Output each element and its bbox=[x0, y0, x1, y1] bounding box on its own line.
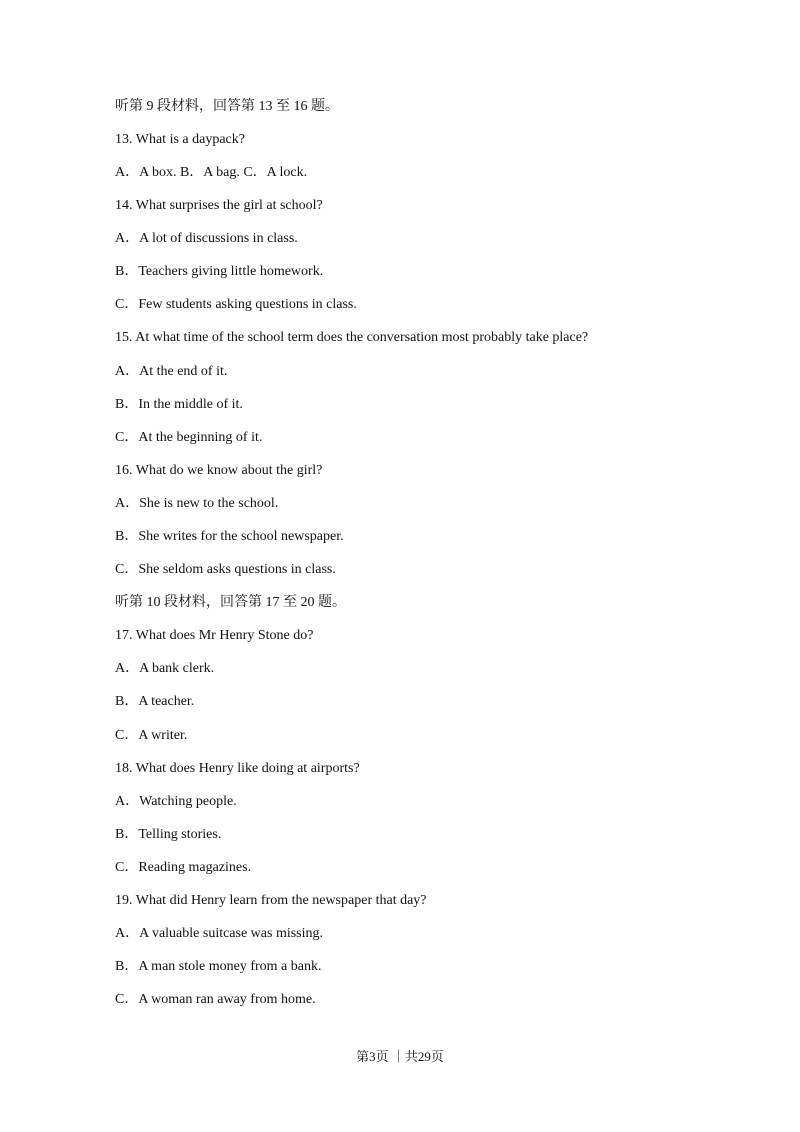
question-17-option-c: C．A writer. bbox=[115, 728, 188, 743]
question-15-option-a: A．At the end of it. bbox=[115, 364, 228, 379]
question-16-option-c: C．She seldom asks questions in class. bbox=[115, 562, 336, 577]
question-18-option-a: A．Watching people. bbox=[115, 794, 237, 809]
question-17-option-a: A．A bank clerk. bbox=[115, 661, 215, 676]
question-17: 17. What does Mr Henry Stone do? bbox=[115, 628, 314, 643]
question-14: 14. What surprises the girl at school? bbox=[115, 198, 323, 213]
question-17-option-b: B．A teacher. bbox=[115, 694, 195, 709]
section-instruction: 听第 9 段材料，回答第 13 至 16 题。 bbox=[115, 99, 339, 114]
question-19-option-b: B．A man stole money from a bank. bbox=[115, 959, 322, 974]
question-18-option-c: C．Reading magazines. bbox=[115, 860, 252, 875]
question-19-option-a: A．A valuable suitcase was missing. bbox=[115, 926, 324, 941]
question-15: 15. At what time of the school term does the conversation most probably take place? bbox=[115, 330, 589, 345]
question-16-option-b: B．She writes for the school newspaper. bbox=[115, 529, 344, 544]
page-footer: 第3页 ｜共29页 bbox=[356, 1049, 444, 1064]
section-instruction: 听第 10 段材料，回答第 17 至 20 题。 bbox=[115, 595, 346, 610]
question-14-option-c: C．Few students asking questions in class. bbox=[115, 297, 357, 312]
question-18-option-b: B．Telling stories. bbox=[115, 827, 222, 842]
question-15-option-c: C．At the beginning of it. bbox=[115, 430, 263, 445]
question-14-option-a: A．A lot of discussions in class. bbox=[115, 231, 298, 246]
question-14-option-b: B．Teachers giving little homework. bbox=[115, 264, 324, 279]
question-13: 13. What is a daypack? bbox=[115, 132, 245, 147]
question-13-options: A．A box. B．A bag. C．A lock. bbox=[115, 165, 308, 180]
question-15-option-b: B．In the middle of it. bbox=[115, 397, 243, 412]
question-19-option-c: C．A woman ran away from home. bbox=[115, 992, 316, 1007]
question-16: 16. What do we know about the girl? bbox=[115, 463, 323, 478]
question-18: 18. What does Henry like doing at airports? bbox=[115, 761, 360, 776]
question-16-option-a: A．She is new to the school. bbox=[115, 496, 279, 511]
question-19: 19. What did Henry learn from the newspaper that day? bbox=[115, 893, 427, 908]
